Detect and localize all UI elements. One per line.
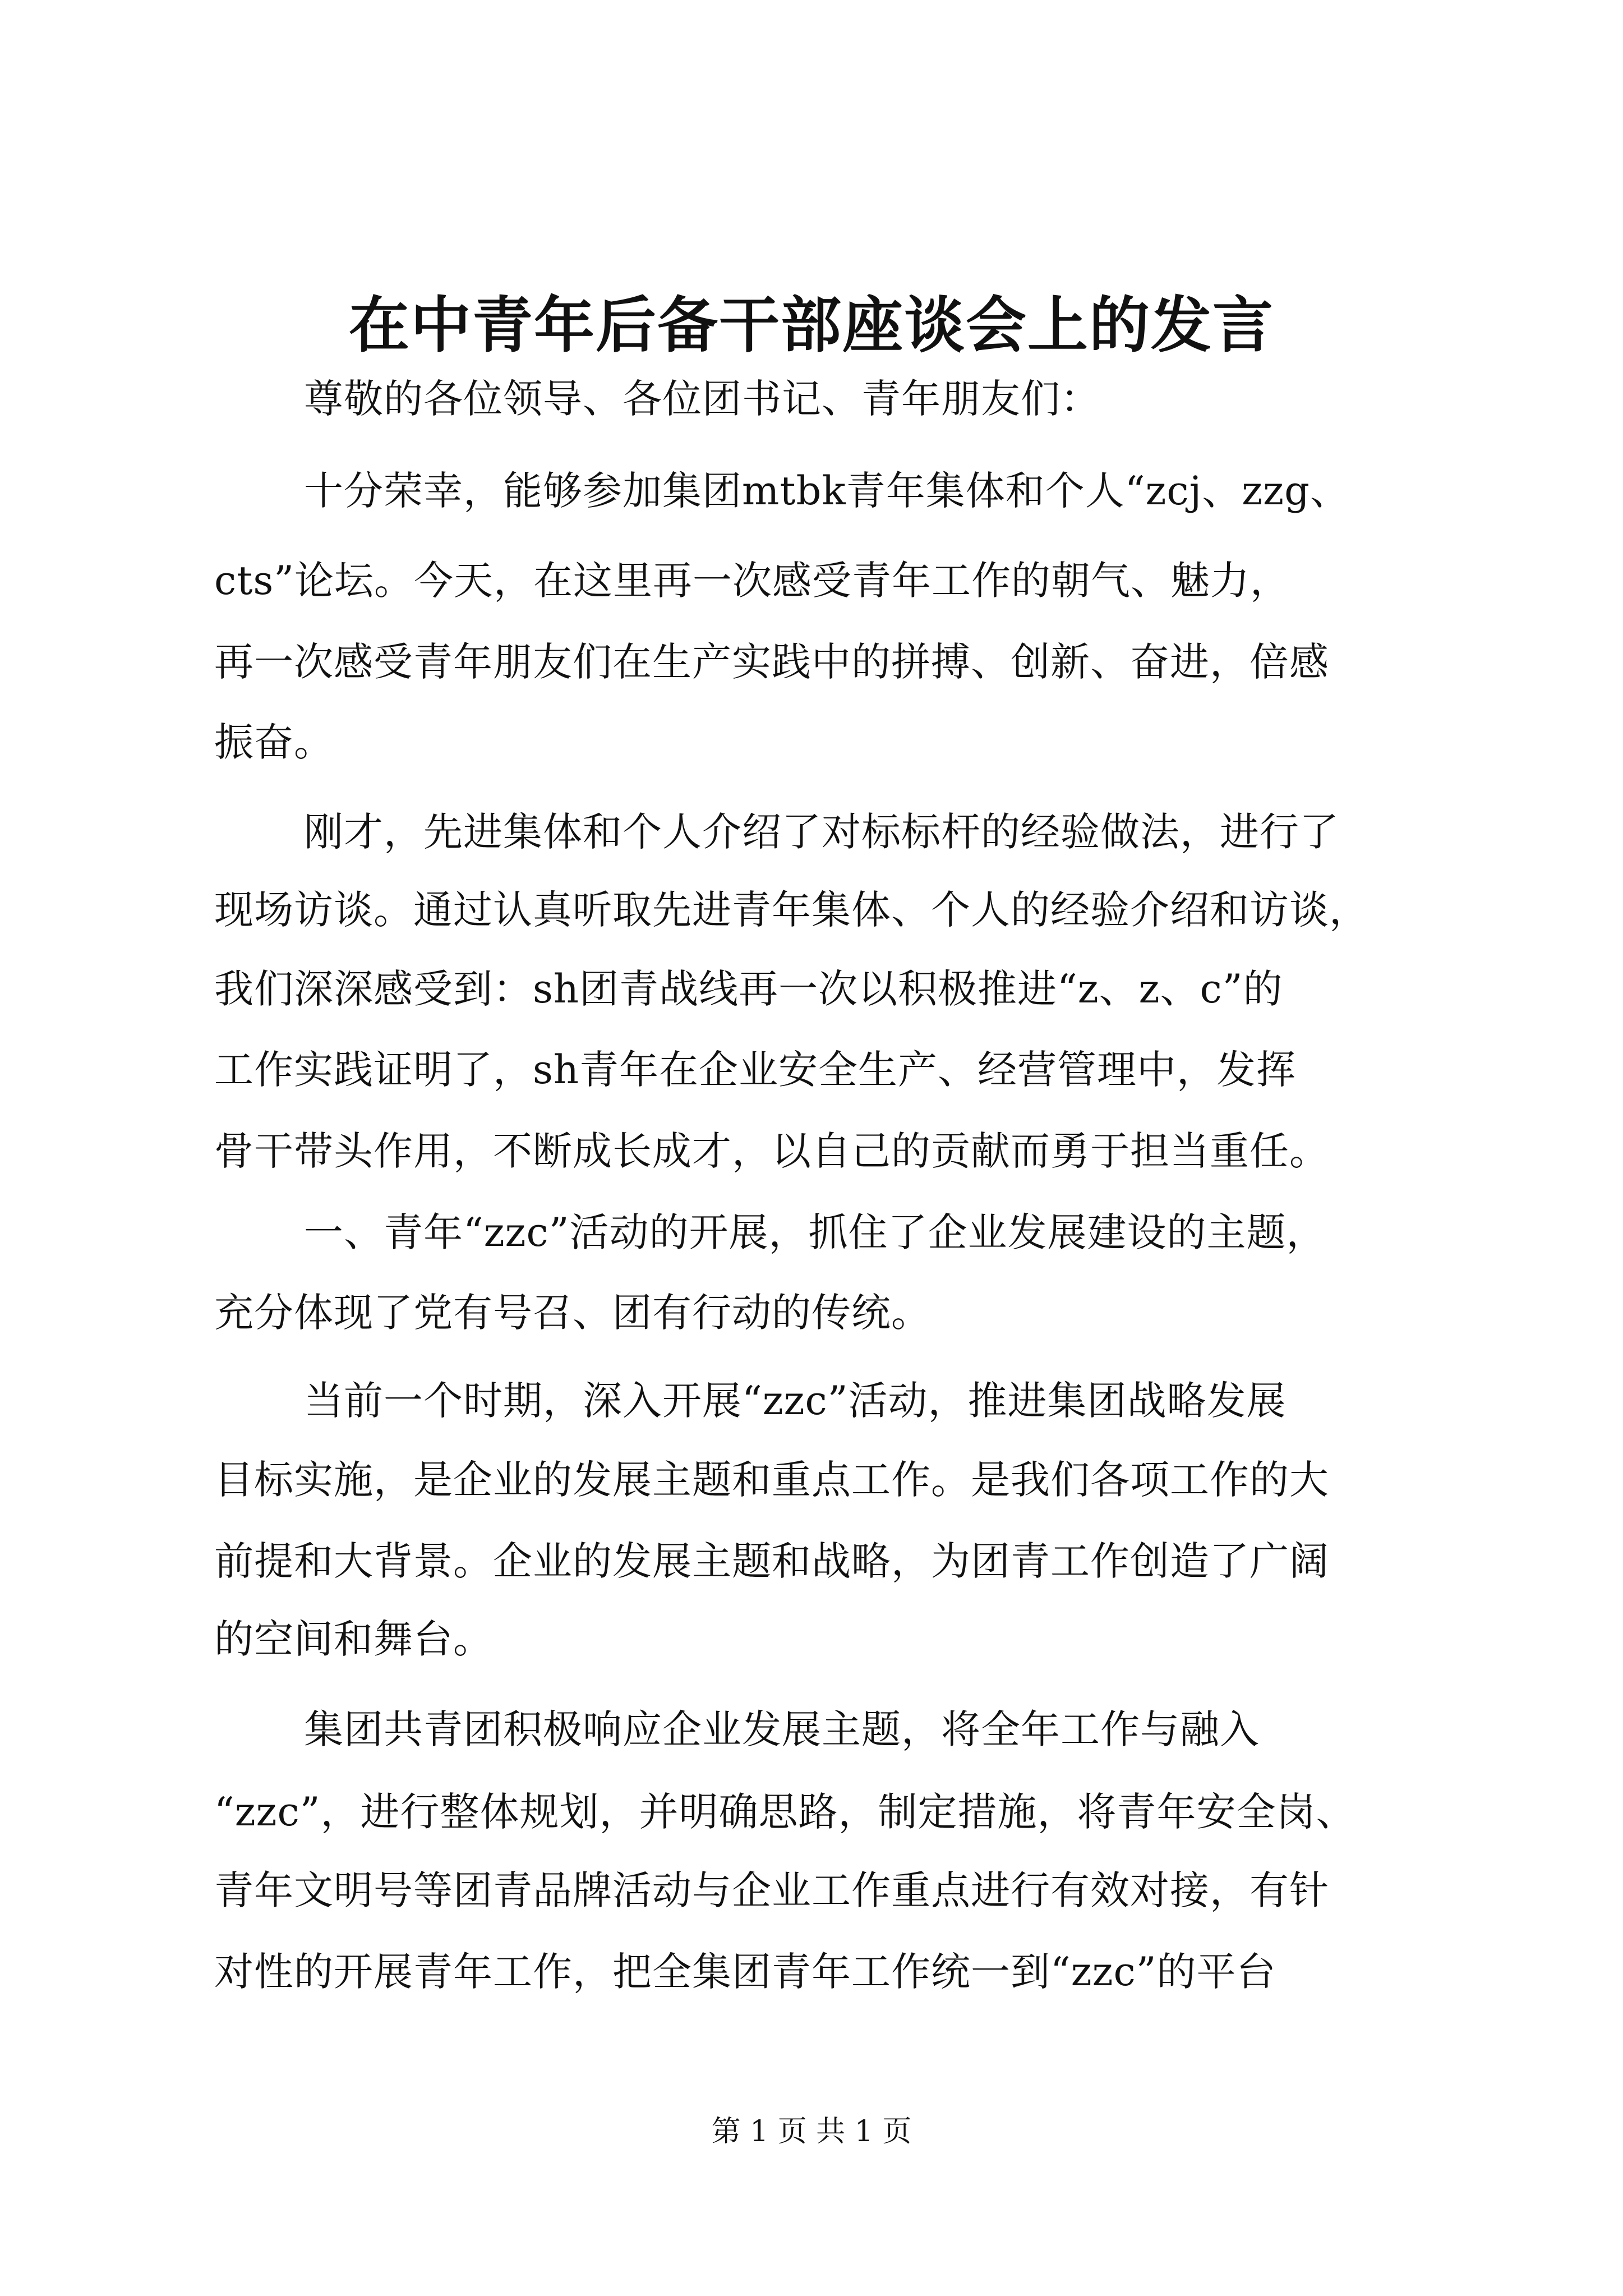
paragraph-line: 目标实施，是企业的发展主题和重点工作。是我们各项工作的大: [214, 1457, 1329, 1503]
section-heading: 充分体现了党有号召、团有行动的传统。: [214, 1290, 931, 1336]
paragraph-line: 十分荣幸，能够参加集团mtbk青年集体和个人“zcj、zzg、: [304, 468, 1350, 514]
document-title: 在中青年后备干部座谈会上的发言: [348, 290, 1274, 361]
paragraph-line: 对性的开展青年工作，把全集团青年工作统一到“zzc”的平台: [214, 1949, 1276, 1995]
paragraph-line: 集团共青团积极响应企业发展主题，将全年工作与融入: [304, 1706, 1260, 1752]
paragraph-line: 青年文明号等团青品牌活动与企业工作重点进行有效对接，有针: [214, 1867, 1329, 1913]
paragraph-line: 骨干带头作用，不断成长成才，以自己的贡献而勇于担当重任。: [214, 1128, 1329, 1174]
paragraph-line: 的空间和舞台。: [214, 1616, 493, 1662]
paragraph-line: 当前一个时期，深入开展“zzc”活动，推进集团战略发展: [304, 1378, 1287, 1424]
paragraph-line: 前提和大背景。企业的发展主题和战略，为团青工作创造了广阔: [214, 1538, 1329, 1584]
paragraph-line: 工作实践证明了，sh青年在企业安全生产、经营管理中，发挥: [214, 1047, 1297, 1093]
paragraph-line: “zzc”，进行整体规划，并明确思路，制定措施，将青年安全岗、: [214, 1789, 1356, 1835]
page-number-footer: 第 1 页 共 1 页: [711, 2115, 912, 2148]
paragraph-line: 我们深深感受到：sh团青战线再一次以积极推进“z、z、c”的: [214, 966, 1283, 1012]
salutation-line: 尊敬的各位领导、各位团书记、青年朋友们：: [304, 376, 1100, 422]
paragraph-line: 振奋。: [214, 719, 334, 765]
paragraph-line: 再一次感受青年朋友们在生产实践中的拼搏、创新、奋进，倍感: [214, 639, 1329, 685]
paragraph-line: cts”论坛。今天，在这里再一次感受青年工作的朝气、魅力，: [214, 558, 1290, 604]
section-heading: 一、青年“zzc”活动的开展，抓住了企业发展建设的主题，: [304, 1209, 1326, 1255]
paragraph-line: 刚才，先进集体和个人介绍了对标标杆的经验做法，进行了: [304, 809, 1339, 855]
paragraph-line: 现场访谈。通过认真听取先进青年集体、个人的经验介绍和访谈，: [214, 887, 1369, 933]
